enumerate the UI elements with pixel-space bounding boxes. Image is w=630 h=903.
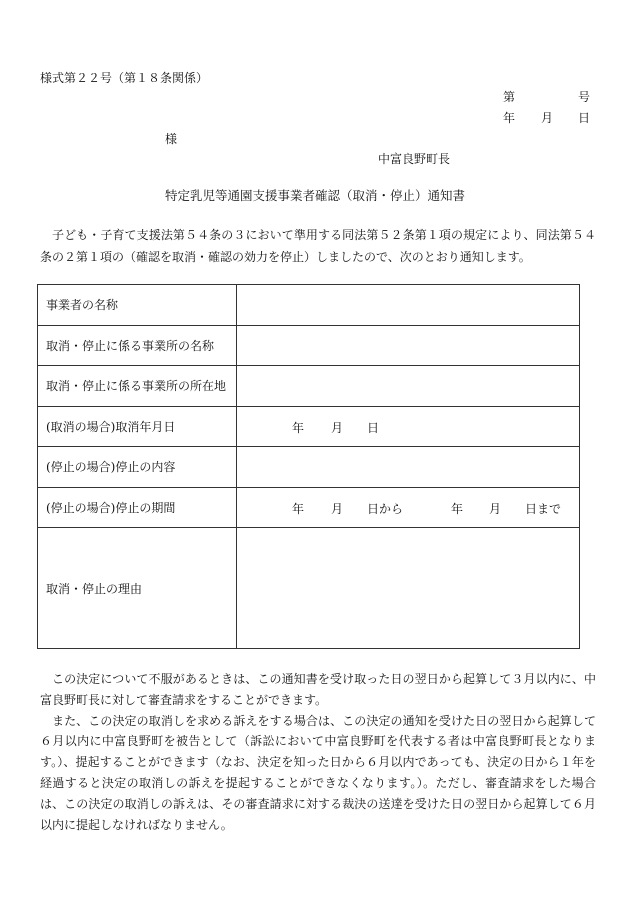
table-row bbox=[38, 325, 580, 366]
value-cell-facility-name bbox=[237, 325, 580, 366]
addressee-suffix: 様 bbox=[165, 132, 178, 146]
period-from-year-label: 年 bbox=[292, 502, 305, 517]
notes-section bbox=[40, 669, 596, 835]
document-title: 特定乳児等通園支援事業者確認（取消・停止）通知書 bbox=[164, 188, 465, 203]
document-number-suffix: 号 bbox=[578, 90, 591, 104]
date-month-label: 月 bbox=[541, 111, 554, 125]
row-label-facility-name: 取消・停止に係る事業所の名称 bbox=[38, 325, 237, 366]
intro-paragraph: 子ども・子育て支援法第５４条の３において準用する同法第５２条第１項の規定により、同法第５４条の２第１項の（確認を取消・確認の効力を停止）しましたので、次のとおり通知します。 bbox=[40, 228, 596, 264]
lawsuit-notice-paragraph: また、この決定の取消しを求める訴えをする場合は、この決定の通知を受けた日の翌日から起算して６月以内に中富良野町を被告として（訴訟において中富良野町を代表する者は中富良野町長となります。）、提起することができます（なお、決定を知った日から６月以内であっても、決定の日から１年を経過すると決定の取消しの訴えを提起することができなくなります。）。ただし、審査請求をした場合は、この決定の取消しの訴えは、その審査請求に対する裁決の送達を受けた日の翌日から起算して６月以内に提起しなければなりません。 bbox=[40, 713, 596, 832]
period-to-year-label: 年 bbox=[451, 502, 464, 517]
period-from-day-label: 日から bbox=[367, 502, 404, 517]
table-row bbox=[38, 447, 580, 488]
table-row bbox=[38, 366, 580, 407]
table-row bbox=[38, 528, 580, 649]
info-table bbox=[37, 284, 580, 649]
period-from-month-label: 月 bbox=[331, 502, 344, 517]
row-label-reason: 取消・停止の理由 bbox=[38, 528, 237, 649]
value-cell-reason bbox=[237, 528, 580, 649]
value-cell-revocation-date bbox=[237, 406, 580, 447]
value-cell-suspension-content bbox=[237, 447, 580, 488]
row-label-business-name: 事業者の名称 bbox=[38, 285, 237, 326]
form-number: 様式第２２号（第１８条関係） bbox=[40, 71, 209, 85]
row-label-suspension-content: (停止の場合)停止の内容 bbox=[38, 447, 237, 488]
value-cell-business-name bbox=[237, 285, 580, 326]
date-day-label: 日 bbox=[578, 111, 591, 125]
table-row bbox=[38, 285, 580, 326]
row-label-revocation-date: (取消の場合)取消年月日 bbox=[38, 406, 237, 447]
document-number-label: 第 bbox=[503, 90, 516, 104]
table-row bbox=[38, 406, 580, 447]
revocation-year-label: 年 bbox=[292, 421, 305, 436]
row-label-facility-address: 取消・停止に係る事業所の所在地 bbox=[38, 366, 237, 407]
value-cell-suspension-period bbox=[237, 487, 580, 528]
issuer-name: 中富良野町長 bbox=[378, 152, 451, 166]
row-label-suspension-period: (停止の場合)停止の期間 bbox=[38, 487, 237, 528]
revocation-day-label: 日 bbox=[367, 421, 380, 436]
value-cell-facility-address bbox=[237, 366, 580, 407]
period-to-month-label: 月 bbox=[489, 502, 502, 517]
date-year-label: 年 bbox=[503, 111, 516, 125]
revocation-month-label: 月 bbox=[331, 421, 344, 436]
period-to-day-label: 日まで bbox=[525, 502, 562, 517]
appeal-notice-paragraph: この決定について不服があるときは、この通知書を受け取った日の翌日から起算して３月以内に、中富良野町長に対して審査請求をすることができます。 bbox=[40, 672, 596, 707]
table-row bbox=[38, 487, 580, 528]
